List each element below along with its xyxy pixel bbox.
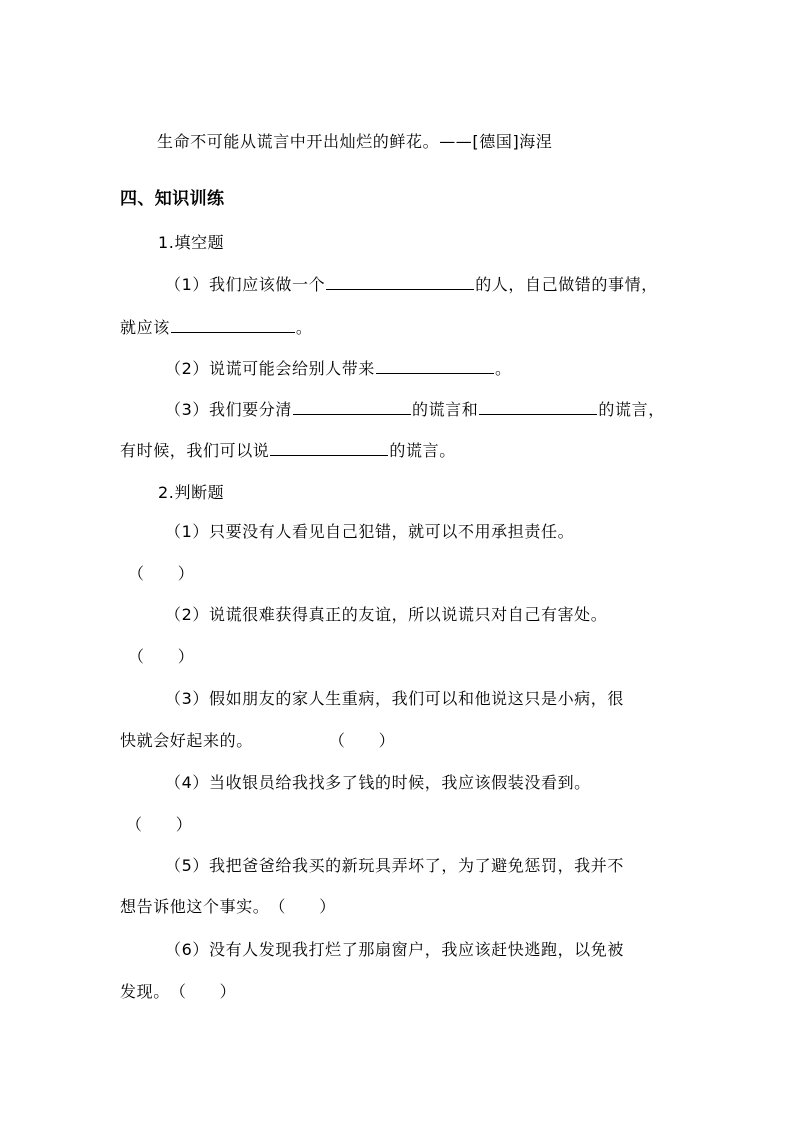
fill-q3-line2-prefix: 有时候，我们可以说: [120, 441, 270, 460]
fill-question-3-continued: [120, 440, 456, 461]
judge-item-5-answer[interactable]: （ ）: [269, 897, 336, 916]
fill-question-2: [165, 358, 512, 379]
fill-q2-suffix: 。: [494, 359, 512, 378]
fill-q3-prefix: （3）我们要分清: [165, 400, 292, 419]
fill-section-title: 1.填空题: [158, 233, 225, 252]
fill-q3-blank-3[interactable]: [270, 440, 388, 456]
fill-q1-blank-2[interactable]: [171, 317, 295, 333]
judge-item-6-answer[interactable]: （ ）: [169, 982, 237, 1001]
judge-item-6: （6）没有人发现我打烂了那扇窗户，我应该赶快逃跑，以免被: [165, 940, 624, 959]
judge-item-3-cont-text: 快就会好起来的。: [120, 731, 253, 750]
fill-q1-prefix: （1）我们应该做一个: [165, 275, 326, 294]
judge-item-1: （1）只要没有人看见自己犯错，就可以不用承担责任。: [165, 522, 575, 541]
fill-q3-blank-2[interactable]: [479, 399, 597, 415]
fill-q1-suffix: 的人，自己做错的事情，: [475, 275, 658, 294]
judge-item-6-cont-text: 发现。: [120, 982, 170, 1001]
judge-item-3: （3）假如朋友的家人生重病，我们可以和他说这只是小病，很: [165, 689, 624, 708]
fill-q3-blank-1[interactable]: [293, 399, 411, 415]
judge-item-2-answer[interactable]: （ ）: [128, 647, 195, 666]
fill-q3-mid: 的谎言和: [411, 400, 479, 419]
judge-item-1-answer[interactable]: （ ）: [128, 564, 195, 583]
section-title: 四、知识训练: [120, 189, 225, 209]
judge-item-5-continued: [120, 897, 336, 917]
judge-item-5: （5）我把爸爸给我买的新玩具弄坏了，为了避免惩罚，我并不: [165, 856, 624, 875]
judge-item-3-answer[interactable]: （ ）: [328, 731, 396, 750]
judge-item-4-answer[interactable]: （ ）: [126, 815, 193, 834]
quote-line: 生命不可能从谎言中开出灿烂的鲜花。——[德国]海涅: [157, 132, 553, 151]
fill-question-1: [165, 274, 658, 295]
fill-q1-blank-1[interactable]: [326, 274, 474, 290]
judge-item-5-cont-text: 想告诉他这个事实。: [120, 897, 270, 916]
fill-q3-line2-suffix: 的谎言。: [389, 441, 456, 460]
fill-question-3: [165, 399, 665, 420]
judge-item-2: （2）说谎很难获得真正的友谊，所以说谎只对自己有害处。: [165, 605, 608, 624]
judge-item-4: （4）当收银员给我找多了钱的时候，我应该假装没看到。: [165, 773, 591, 792]
fill-q1-line2-suffix: 。: [295, 318, 313, 337]
fill-question-1-continued: [120, 317, 312, 338]
fill-q2-prefix: （2）说谎可能会给别人带来: [165, 359, 375, 378]
fill-q1-line2-prefix: 就应该: [120, 318, 170, 337]
judge-item-3-continued: [120, 731, 395, 751]
judge-section-title: 2.判断题: [158, 483, 225, 502]
fill-q3-suffix: 的谎言，: [598, 400, 665, 419]
fill-q2-blank[interactable]: [376, 358, 494, 374]
judge-item-6-continued: [120, 982, 236, 1002]
